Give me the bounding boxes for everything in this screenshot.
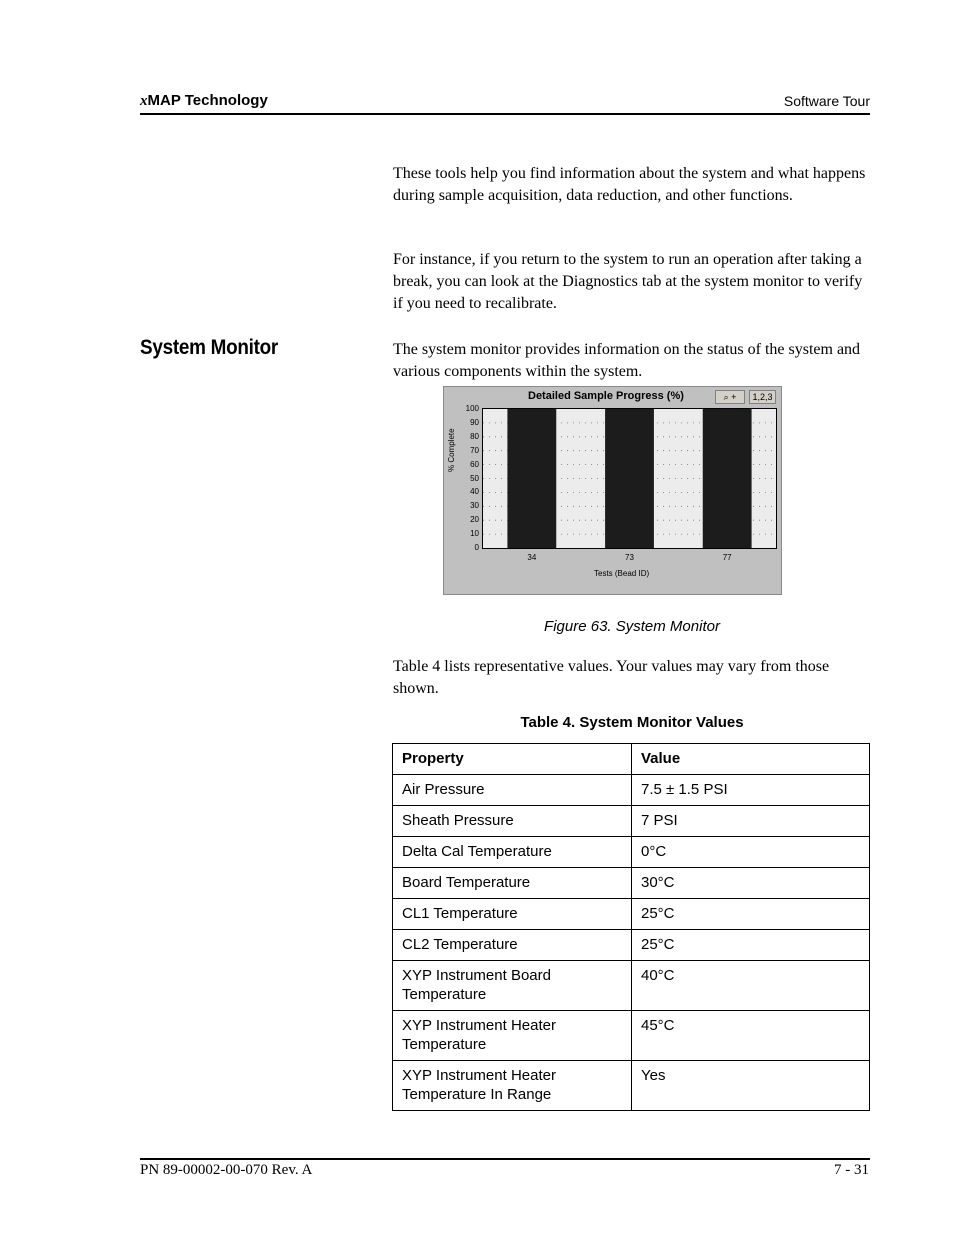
table-caption: Table 4. System Monitor Values <box>520 714 744 731</box>
table-row <box>393 1061 870 1111</box>
y-tick-label: 50 <box>470 473 479 483</box>
y-tick-label: 70 <box>470 445 479 455</box>
table-header-value: Value <box>632 744 870 775</box>
table-cell-property: Sheath Pressure <box>393 806 632 837</box>
table-row <box>393 930 870 961</box>
table-cell-property: CL1 Temperature <box>393 899 632 930</box>
table-cell-value: 7.5 ± 1.5 PSI <box>632 775 870 806</box>
running-header-title <box>140 92 268 110</box>
table-cell-value: Yes <box>632 1061 870 1111</box>
y-tick-label: 40 <box>470 487 479 497</box>
system-monitor-chart <box>443 386 782 595</box>
table-row <box>393 1011 870 1061</box>
labels-toggle-button[interactable]: 1,2,3 <box>749 390 776 404</box>
intro-paragraph-2: For instance, if you return to the system to run an operation after taking a break, you can look at the Diagnostics tab at the system monitor to verify if you need to recalibrate. <box>393 251 863 312</box>
table-intro-paragraph: Table 4 lists representative values. Your values may vary from those shown. <box>393 658 830 697</box>
y-tick-label: 90 <box>470 417 479 427</box>
bar-34 <box>507 409 556 548</box>
x-axis-label: Tests (Bead ID) <box>594 569 650 578</box>
chart-title: Detailed Sample Progress (%) <box>528 390 684 402</box>
table-row <box>393 806 870 837</box>
intro-paragraph-1: These tools help you find information about the system and what happens during sample acquisition, data reduction, and other functions. <box>393 165 866 204</box>
bar-77 <box>703 409 752 548</box>
table-row <box>393 961 870 1011</box>
table-cell-value: 0°C <box>632 837 870 868</box>
table-cell-value: 25°C <box>632 899 870 930</box>
footer-rule <box>140 1158 870 1160</box>
running-header-section: Software Tour <box>783 93 870 109</box>
header-title-rest: MAP Technology <box>147 92 268 109</box>
chart-svg <box>483 409 776 548</box>
y-axis-label: % Complete <box>447 428 456 472</box>
table-row <box>393 775 870 806</box>
table-row <box>393 868 870 899</box>
table-cell-property: XYP Instrument Heater Temperature <box>393 1011 632 1061</box>
zoom-button[interactable]: ⌕ + <box>715 390 745 404</box>
table-cell-value: 30°C <box>632 868 870 899</box>
header-prefix: x <box>140 93 148 109</box>
table-header-row <box>393 744 870 775</box>
y-tick-label: 100 <box>465 404 479 413</box>
table-row <box>393 837 870 868</box>
x-tick-label: 73 <box>625 553 634 562</box>
table-cell-property: Board Temperature <box>393 868 632 899</box>
table-cell-property: Air Pressure <box>393 775 632 806</box>
table-cell-value: 7 PSI <box>632 806 870 837</box>
y-tick-label: 80 <box>470 431 479 441</box>
header-rule <box>140 113 870 115</box>
y-tick-label: 10 <box>470 529 479 539</box>
footer-page-number: 7 - 31 <box>834 1162 869 1178</box>
section-paragraph: The system monitor provides information on the status of the system and various components within the system. <box>393 341 861 380</box>
y-tick-label: 0 <box>474 543 479 552</box>
system-monitor-values-table <box>392 743 870 1111</box>
x-tick-label: 77 <box>722 553 732 562</box>
table-header-property: Property <box>393 744 632 775</box>
chart-plot-area <box>482 408 777 549</box>
y-tick-label: 60 <box>470 459 479 469</box>
bar-73 <box>605 409 654 548</box>
figure-caption: Figure 63. System Monitor <box>544 618 720 635</box>
y-tick-label: 30 <box>470 501 479 511</box>
table-cell-value: 45°C <box>632 1011 870 1061</box>
table-row <box>393 899 870 930</box>
table-cell-property: CL2 Temperature <box>393 930 632 961</box>
table-cell-property: XYP Instrument Board Temperature <box>393 961 632 1011</box>
table-cell-value: 25°C <box>632 930 870 961</box>
y-tick-label: 20 <box>470 515 479 525</box>
footer-part-number: PN 89-00002-00-070 Rev. A <box>140 1162 313 1178</box>
table-cell-value: 40°C <box>632 961 870 1011</box>
section-title: System Monitor <box>140 336 278 359</box>
table-cell-property: Delta Cal Temperature <box>393 837 632 868</box>
table-cell-property: XYP Instrument Heater Temperature In Range <box>393 1061 632 1111</box>
x-tick-label: 34 <box>527 553 537 562</box>
